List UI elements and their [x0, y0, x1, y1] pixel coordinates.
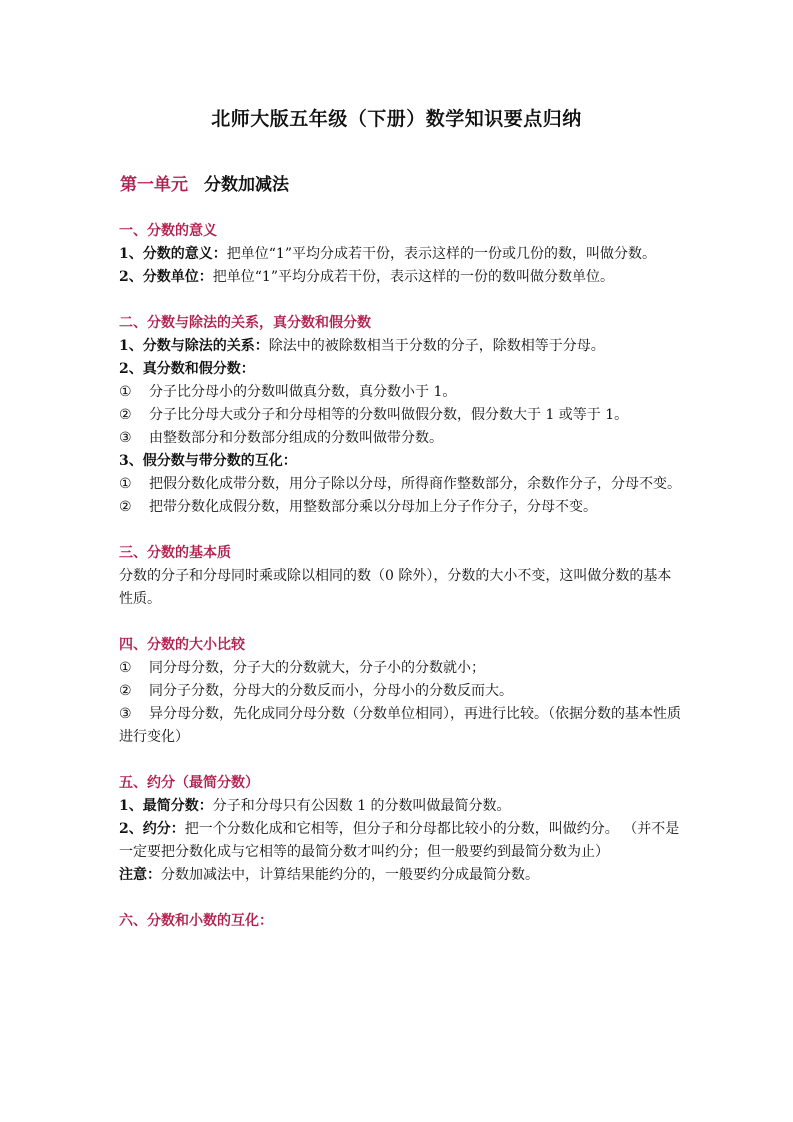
paragraph [119, 243, 681, 266]
term-text: 分子和分母只有公因数 1 的分数叫做最简分数。 [212, 798, 511, 814]
paragraph [119, 795, 681, 818]
subheading: 3、假分数与带分数的互化： [119, 453, 297, 469]
list-text: 由整数部分和分数部分组成的分数叫做带分数。 [149, 430, 443, 446]
list-text: 分子比分母大或分子和分母相等的分数叫做假分数，假分数大于 1 或等于 1。 [149, 407, 629, 423]
subheading: 2、真分数和假分数： [119, 361, 255, 377]
term-text: 把一个分数化成和它相等，但分子和分母都比较小的分数，叫做约分。 （并不是一定要把分数化成与它相等的最简分数才叫约分；但一般要约到最简分数为止） [119, 821, 680, 860]
section-heading-4: 四、分数的大小比较 [119, 637, 245, 653]
note-text: 分数加减法中，计算结果能约分的，一般要约分成最简分数。 [161, 867, 539, 883]
list-item [119, 381, 681, 404]
term-label: 1、最简分数： [119, 798, 213, 814]
term-label: 2、约分： [119, 821, 185, 837]
term-text: 除法中的被除数相当于分数的分子，除数相等于分母。 [268, 338, 605, 354]
list-text: 异分母分数，先化成同分母分数（分数单位相同），再进行比较。（依据分数的基本性质进行变化） [119, 706, 681, 745]
list-item [119, 703, 681, 749]
note-paragraph [119, 864, 681, 887]
list-item [119, 427, 681, 450]
list-item [119, 657, 681, 680]
list-text: 分子比分母小的分数叫做真分数，真分数小于 1。 [149, 384, 457, 400]
unit-label: 第一单元 [120, 175, 188, 195]
list-item [119, 404, 681, 427]
unit-title: 分数加减法 [204, 175, 289, 195]
section-heading-5: 五、约分（最简分数） [119, 775, 259, 791]
list-item [119, 496, 681, 519]
term-text: 把单位“1”平均分成若干份，表示这样的一份或几份的数，叫做分数。 [226, 246, 656, 262]
list-item [119, 680, 681, 703]
section-heading-1: 一、分数的意义 [119, 223, 217, 239]
paragraph: 分数的分子和分母同时乘或除以相同的数（0 除外），分数的大小不变，这叫做分数的基本性质。 [119, 568, 672, 607]
note-label: 注意： [119, 867, 161, 883]
term-text: 把单位“1”平均分成若干份，表示这样的一份的数叫做分数单位。 [212, 269, 614, 285]
list-marker: ① [119, 476, 132, 492]
list-marker: ① [119, 660, 132, 676]
document-body [119, 220, 681, 933]
list-marker: ③ [119, 706, 132, 722]
paragraph [119, 266, 681, 289]
term-label: 1、分数的意义： [119, 246, 227, 262]
list-marker: ② [119, 499, 132, 515]
list-text: 把假分数化成带分数，用分子除以分母，所得商作整数部分，余数作分子，分母不变。 [149, 476, 681, 492]
list-item [119, 473, 681, 496]
section-heading-3: 三、分数的基本质 [119, 545, 231, 561]
list-marker: ② [119, 407, 132, 423]
list-marker: ① [119, 384, 132, 400]
list-text: 同分母分数，分子大的分数就大，分子小的分数就小； [149, 660, 485, 676]
list-marker: ② [119, 683, 132, 699]
paragraph [119, 335, 681, 358]
paragraph [119, 818, 681, 864]
unit-heading [120, 170, 289, 195]
section-heading-2: 二、分数与除法的关系，真分数和假分数 [119, 315, 371, 331]
list-text: 把带分数化成假分数，用整数部分乘以分母加上分子作分子，分母不变。 [149, 499, 597, 515]
term-label: 1、分数与除法的关系： [119, 338, 269, 354]
section-heading-6: 六、分数和小数的互化： [119, 913, 273, 929]
term-label: 2、分数单位： [119, 269, 213, 285]
list-marker: ③ [119, 430, 132, 446]
list-text: 同分子分数，分母大的分数反而小，分母小的分数反而大。 [149, 683, 513, 699]
document-title: 北师大版五年级（下册）数学知识要点归纳 [211, 108, 582, 130]
